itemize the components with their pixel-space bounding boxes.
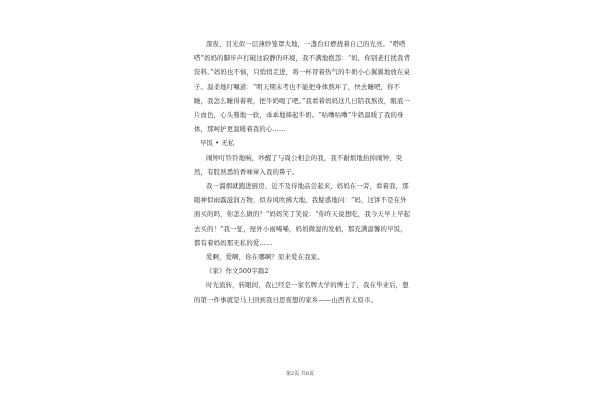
paragraph-kitchen-breakfast: 我一溜烟就跑进厨房，近不及待地品尝起来，妈妈在一旁，看着我，那眼神似雨露滋润万物，似春风吹拂大地。我疑惑地问：“妈，这饼不是在外面买的吗，你怎么做的？”妈妈笑了笑说：“你昨天说想吃，我今天早上早起去买的！”我一怔，屋外小雨唏唏，妈妈微湿的发梢，那充满温馨的早饭，都有着妈妈那无私的爱…… <box>194 182 411 247</box>
page-number-footer: 第2页 共8页 <box>286 371 314 377</box>
paragraph-night-milk: 深夜，目光似一层薄纱笼罩大地，一盏台灯燃烧着自己的光亮。“嗒嗒嗒”妈妈的脚步声打破这寂静的环境，我不满地抱怨：“妈，你别老打扰我背资料。”妈妈也不恼，只悄悄走进，将一杯冒着热气的牛奶小心翼翼地放在桌子。温柔地叮嘱道：“明天期末考也不能把身体熬坏了，快去睡吧，你不睡，我怎么睡得着呢，把牛奶喝了吧。”我看着妈妈这几日陪我熬夜，眼底一片血色，心头蓦地一软，乖乖地捧起牛奶。“咕噜咕噜”牛奶温暖了我的身体，那呵护更温暖着我的心…… <box>194 40 411 134</box>
document-body <box>194 37 412 307</box>
paragraph-graduation: 时光流转，转眼间，我已经是一家名牌大学的博士了，我在毕业后，想的第一件事就是马上回到我日思夜想的家乡——山西省太原市。 <box>194 281 409 304</box>
paragraph-alarm-clock: 闹钟叮铃铃地响，吵醒了与周公相会的我，我不耐烦地抬掉闹钟，突然，有股熟悉的香味窜入我的鼻子。 <box>194 153 403 176</box>
paragraph-love-at-home: 爱啊，爱啊，你在哪啊？原来爱在我家。 <box>206 253 324 262</box>
essay-title: 《家》作文500字篇2 <box>206 267 269 276</box>
section-heading-breakfast: 早饭 • 无私 <box>200 139 235 148</box>
